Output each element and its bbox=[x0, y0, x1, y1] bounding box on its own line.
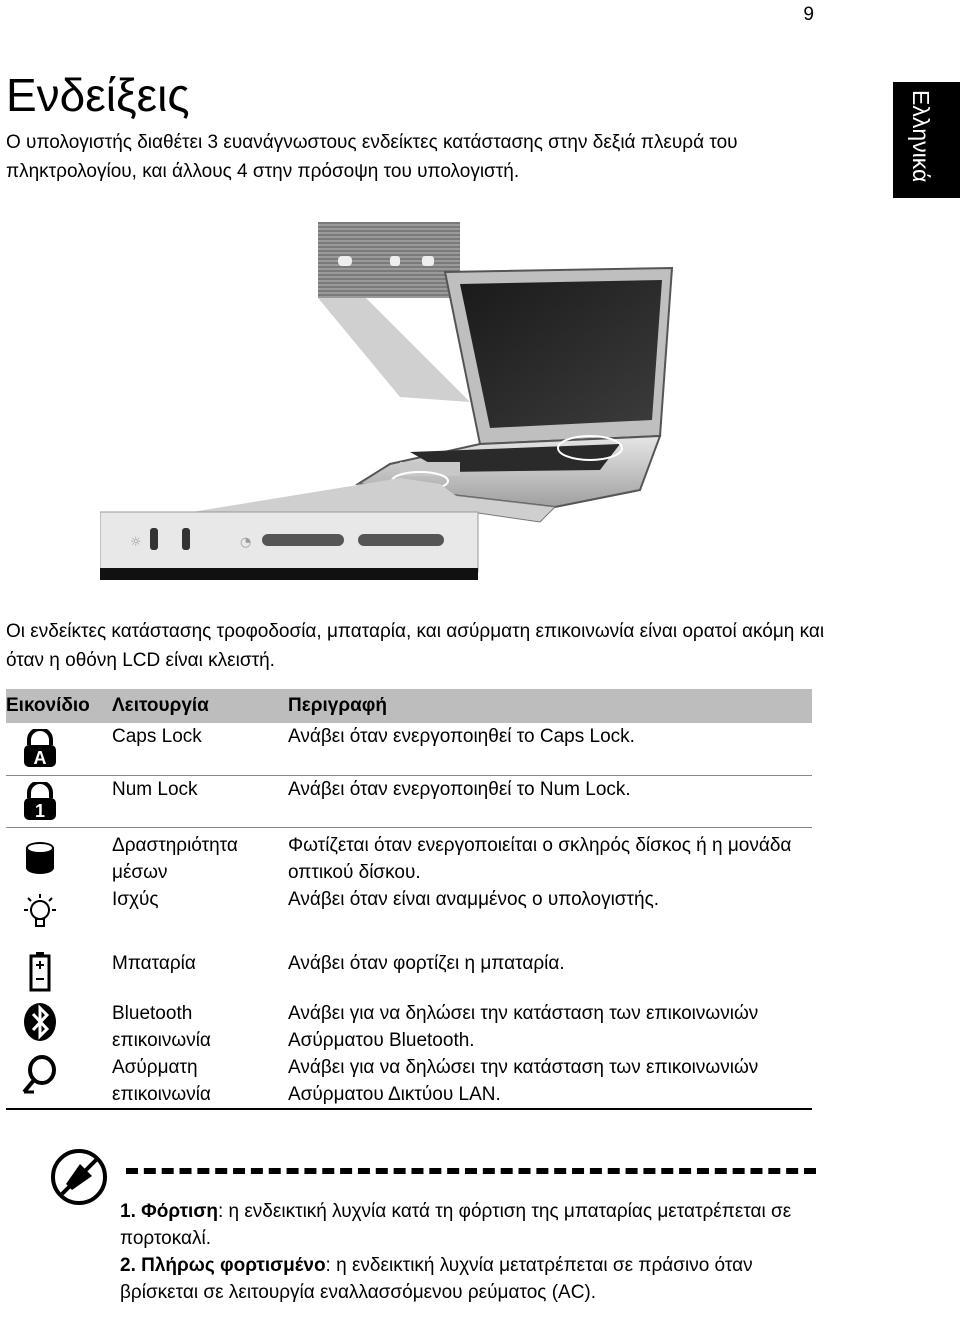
function-cell: Num Lock bbox=[108, 775, 288, 827]
table-row bbox=[6, 723, 812, 775]
caps-lock-icon bbox=[20, 729, 60, 769]
table-row bbox=[6, 775, 812, 827]
svg-text:1: 1 bbox=[34, 800, 46, 821]
description-cell: Ανάβει για να δηλώσει την κατάσταση των επικοινωνιών Ασύρματου Δικτύου LAN. bbox=[288, 1054, 812, 1109]
language-tab-label: Ελληνικά bbox=[908, 90, 934, 183]
note-item bbox=[120, 1252, 800, 1306]
function-cell: Ασύρματη επικοινωνία bbox=[108, 1054, 288, 1109]
laptop-illustration bbox=[100, 222, 680, 584]
note-list bbox=[120, 1198, 800, 1306]
note-item bbox=[120, 1198, 800, 1252]
function-cell: Μπαταρία bbox=[112, 952, 196, 974]
power-icon bbox=[20, 892, 60, 932]
function-cell: Bluetooth επικοινωνία bbox=[112, 1002, 211, 1051]
description-cell: Ανάβει όταν ενεργοποιηθεί το Caps Lock. bbox=[288, 723, 812, 775]
note-divider bbox=[126, 1168, 816, 1174]
wireless-lan-icon bbox=[20, 1054, 60, 1094]
status-note-paragraph: Οι ενδείκτες κατάστασης τροφοδοσία, μπαταρία, και ασύρματη επικοινωνία είναι ορατοί ακόμη και όταν η οθόνη LCD είναι κλειστή. bbox=[6, 621, 825, 671]
table-row bbox=[6, 827, 812, 886]
page-title: Ενδείξεις bbox=[6, 69, 190, 121]
svg-text:☼: ☼ bbox=[130, 535, 142, 550]
callout-beam-top bbox=[318, 282, 470, 402]
header-description: Περιγραφή bbox=[288, 689, 812, 723]
note-icon bbox=[50, 1148, 108, 1206]
page-number: 9 bbox=[803, 4, 814, 25]
function-cell: Δραστηριότητα μέσων bbox=[112, 834, 238, 883]
language-tab bbox=[893, 82, 960, 198]
bluetooth-icon bbox=[20, 1002, 60, 1042]
function-cell: Caps Lock bbox=[108, 723, 288, 775]
svg-text:A: A bbox=[33, 748, 47, 768]
description-cell: Ανάβει όταν είναι αναμμένος ο υπολογιστής. bbox=[288, 888, 660, 910]
table-row bbox=[6, 886, 812, 938]
function-cell: Ισχύς bbox=[112, 888, 159, 910]
svg-text:◔: ◔ bbox=[240, 535, 252, 550]
description-cell: Φωτίζεται όταν ενεργοποιείται ο σκληρός δίσκος ή η μονάδα οπτικού δίσκου. bbox=[288, 834, 792, 883]
note-num: 2. bbox=[120, 1255, 136, 1276]
table-row bbox=[6, 938, 812, 992]
description-cell: Ανάβει για να δηλώσει την κατάσταση των επικοινωνιών Ασύρματου Bluetooth. bbox=[288, 1002, 759, 1051]
note-term: Πλήρως φορτισμένο bbox=[141, 1255, 326, 1276]
battery-icon bbox=[20, 952, 60, 992]
note-term: Φόρτιση bbox=[141, 1201, 218, 1222]
note-text: : η ενδεικτική λυχνία κατά τη φόρτιση της μπαταρίας μετατρέπεται σε πορτοκαλί. bbox=[120, 1201, 792, 1249]
indicator-table bbox=[6, 689, 812, 1110]
note-num: 1. bbox=[120, 1201, 136, 1222]
intro-paragraph: Ο υπολογιστής διαθέτει 3 ευανάγνωστους ενδείκτες κατάστασης στην δεξιά πλευρά του πληκτρολογίου, και άλλους 4 στην πρόσοψη του υπολογιστή. bbox=[6, 132, 738, 182]
description-cell: Ανάβει όταν ενεργοποιηθεί το Num Lock. bbox=[288, 775, 812, 827]
num-lock-icon bbox=[20, 782, 60, 822]
media-activity-icon bbox=[20, 838, 60, 878]
note-text: : η ενδεικτική λυχνία μετατρέπεται σε πράσινο όταν βρίσκεται σε λειτουργία εναλλασσόμενου ρεύματος (AC). bbox=[120, 1255, 753, 1303]
table-row bbox=[6, 992, 812, 1054]
description-cell: Ανάβει όταν φορτίζει η μπαταρία. bbox=[288, 952, 565, 974]
table-row bbox=[6, 1054, 812, 1109]
header-function: Λειτουργία bbox=[108, 689, 288, 723]
header-icon: Εικονίδιο bbox=[6, 689, 108, 723]
